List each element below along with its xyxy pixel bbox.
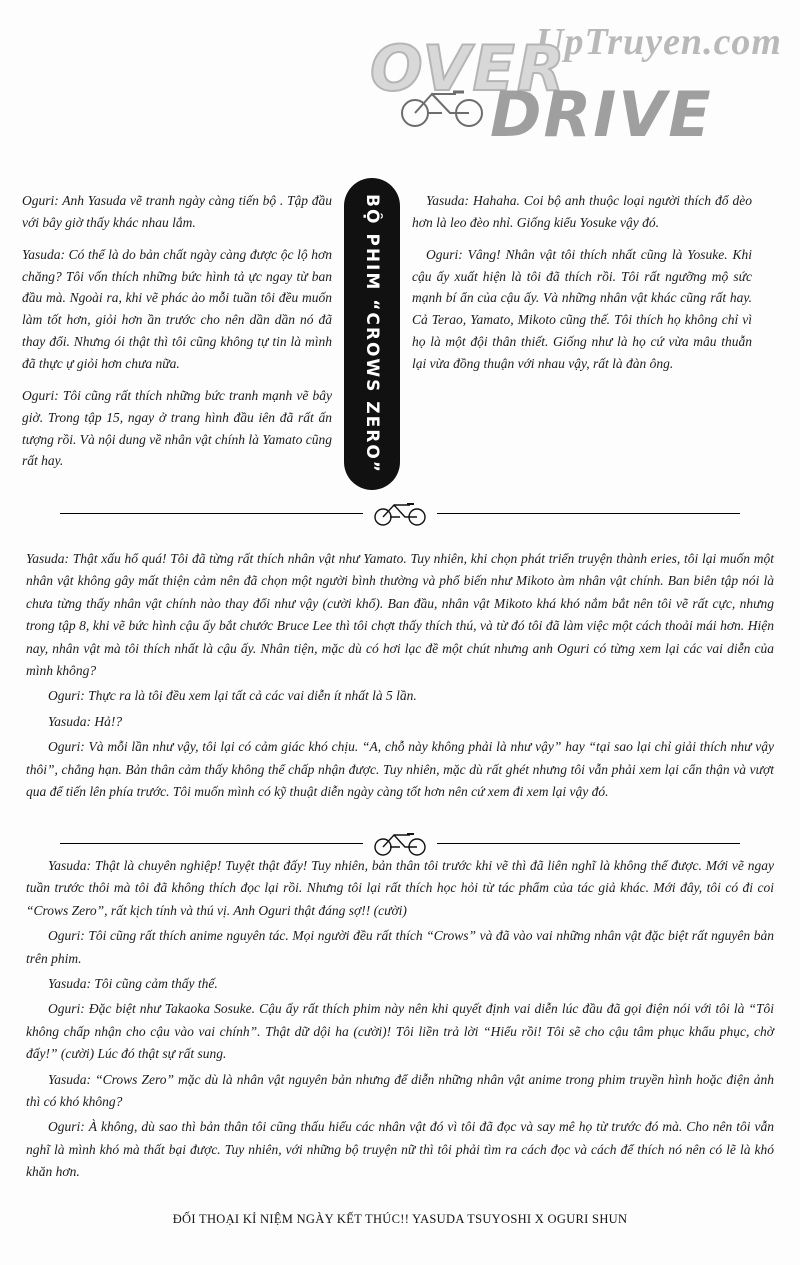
paragraph: Oguri: Tôi cũng rất thích anime nguyên tác. Mọi người đều rất thích “Crows” và đã vào vai những nhân vật đặc biệt rất nguyên bản trên phim. <box>26 928 774 966</box>
left-column <box>22 190 332 482</box>
paragraph: Oguri: À không, dù sao thì bản thân tôi cũng thấu hiểu các nhân vật đó vì tôi đã đọc và say mê họ từ trước đó mà. Cho nên tôi vẫn nghĩ là mình khó mà thất bại được. Tuy nhiên, với những bộ truyện nữ thì tôi phải tìm ra cách đọc và cách để thích nó nên có lẽ là khó khăn hơn. <box>26 1119 774 1180</box>
paragraph: Yasuda: Hả!? <box>48 713 123 729</box>
section-divider-1 <box>60 498 740 528</box>
paragraph: Oguri: Vâng! Nhân vật tôi thích nhất cũng là Yosuke. Khi cậu ấy xuất hiện là tôi đã thích rồi. Tôi rất ngưỡng mộ sức mạnh bí ẩn của cậu ấy. Và những nhân vật khác cũng rất hay. Cả Terao, Yamato, Mikoto cũng thế. Tôi thích họ không chỉ vì họ là một đội thân thiết. Giống như là họ cứ vừa mâu thuẫn lại vừa đồng thuận với nhau vậy, rất là đàn ông. <box>412 246 752 372</box>
bicycle-icon <box>398 82 488 133</box>
paragraph: Yasuda: Hahaha. Coi bộ anh thuộc loại người thích đổ dèo hơn là leo đèo nhỉ. Giống kiểu Yosuke vậy đó. <box>412 193 752 230</box>
paragraph: Yasuda: “Crows Zero” mặc dù là nhân vật nguyên bản nhưng để diễn những nhân vật anime trong phim truyền hình hoặc điện ảnh thì có khó không? <box>26 1071 774 1110</box>
logo-drive-text: DRIVE <box>490 78 713 151</box>
top-columns <box>22 190 778 490</box>
section-divider-2 <box>60 828 740 858</box>
bicycle-icon <box>363 828 437 856</box>
site-watermark: UpTruyen.com <box>536 21 782 63</box>
paragraph: Yasuda: Tôi cũng cảm thấy thế. <box>48 976 218 992</box>
bicycle-icon <box>363 498 437 526</box>
right-column <box>412 190 752 385</box>
page-footer: ĐỐI THOẠI KỈ NIỆM NGÀY KẾT THÚC!! YASUDA TSUYOSHI X OGURI SHUN <box>172 1212 628 1226</box>
logo-over-text: OVER <box>370 32 567 105</box>
interview-block-1 <box>26 548 774 806</box>
section-badge-label: BỘ PHIM “CROWS ZERO” <box>362 194 382 474</box>
interview-block-2 <box>26 855 774 1187</box>
paragraph: Oguri: Anh Yasuda vẽ tranh ngày càng tiến bộ . Tập đầu với bây giờ thấy khác nhau lắm. <box>22 193 332 230</box>
paragraph: Oguri: Và mỗi lần như vậy, tôi lại có cảm giác khó chịu. “A, chỗ này không phải là như vậy” hay “tại sao lại chỉ giải thích như vậy thôi”, chẳng hạn. Bản thân cảm thấy không thể chấp nhận được. Tuy nhiên, mặc dù rất ghét nhưng tôi vẫn phải xem lại cẩn thận và vượt qua để tiến lên phía trước. Tôi muốn mình có kỹ thuật diễn ngày càng tốt hơn nên cứ xem đi xem lại vậy đó. <box>26 739 774 800</box>
paragraph: Oguri: Thực ra là tôi đều xem lại tất cả các vai diễn ít nhất là 5 lần. <box>48 688 417 704</box>
masthead <box>360 10 790 151</box>
paragraph: Yasuda: Có thể là do bản chất ngày càng được ộc lộ hơn chăng? Tôi vốn thích những bức hình tả ực ngay từ ban đầu mà. Ngoài ra, khi vẽ phác ảo mỗi tuần tôi đều muốn làm tốt hơn, giỏi hơn ần trước cho nên dần dần nó đã thay đổi. Nhưng ói thật thì tôi cũng không tự tin là mình đã thực ự giỏi hơn chưa nữa. <box>22 246 332 372</box>
paragraph: Yasuda: Thật là chuyên nghiệp! Tuyệt thật đấy! Tuy nhiên, bản thân tôi trước khi vẽ thì đã liên nghĩ là không thể được. Mới vẽ ngay tuần trước thôi mà tôi đã không thích đọc lại rồi. Nhưng tôi lại rất thích học hỏi từ tác phẩm của tác giả khác. Mới đây, tôi có đi coi “Crows Zero”, rất kịch tính và thú vị. Anh Oguri thật đáng sợ!! (cười) <box>26 858 774 918</box>
paragraph: Oguri: Đặc biệt như Takaoka Sosuke. Cậu ấy rất thích phim này nên khi quyết định vai diễn lúc đầu đã gọi điện nói với tôi là “Tôi không chấp nhận cho cậu vào vai chính”. Thật dữ dội ha (cười)! Tôi liền trả lời “Hiểu rồi! Tôi sẽ cho cậu tâm phục khẩu phục, chờ đấy!” (cười) Lúc đó thật sự rất sung. <box>26 1001 774 1062</box>
section-badge <box>344 178 400 490</box>
paragraph: Yasuda: Thật xấu hổ quá! Tôi đã từng rất thích nhân vật như Yamato. Tuy nhiên, khi chọn phát triển truyện thành eries, tôi lại muốn một nhân vật không gây mất thiện cảm nên đã chọn một người bình thường và phổ biến như Mikoto àm nhân vật chính. Ban biên tập nói là chưa từng thấy nhân vật chính nào thay đổi như vậy (cười khổ). Ban đầu, nhân vật Mikoto khá khó nắm bắt nên tôi vẽ rất cực, nhưng trong tập 8, khi vẽ bức hình cậu ấy bắt chước Bruce Lee thì tôi chợt thấy thích thú, và từ đó tôi đã làm việc một cách thoải mái hơn. Hiện nay, nhân vật mà tôi thích nhất là cậu ấy. Nhân tiện, mặc dù có hơi lạc đề một chút nhưng anh Oguri có từng xem lại các vai diễn của mình không? <box>26 551 774 679</box>
paragraph: Oguri: Tôi cũng rất thích những bức tranh mạnh vẽ bây giờ. Trong tập 15, ngay ở trang hình đầu iên đã rất ấn tượng rồi. Và nội dung về nhân vật chính là Yamato cũng rất hay. <box>22 387 332 469</box>
